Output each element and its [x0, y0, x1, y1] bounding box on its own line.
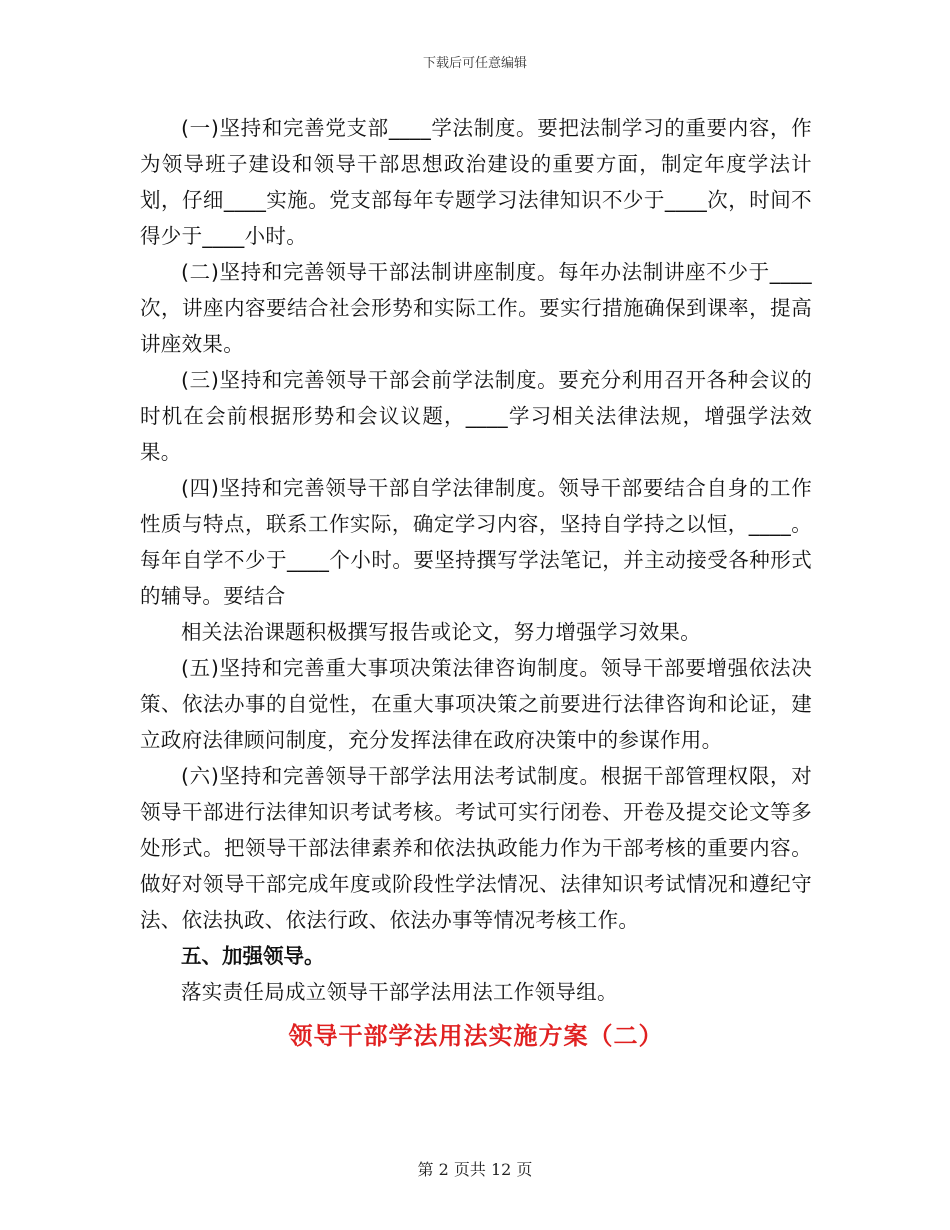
section-heading: 五、加强领导。 [181, 944, 325, 968]
paragraph-7: (六)坚持和完善领导干部学法用法考试制度。根据干部管理权限，对领导干部进行法律知识考试考核。考试可实行闭卷、开卷及提交论文等多处形式。把领导干部法律素养和依法执政能力作为干部考核的重要内容。做好对领导干部完成年度或阶段性学法情况、法律知识考试情况和遵纪守法、依法执政、依法行政、依法办事等情况考核工作。 [140, 764, 812, 932]
paragraph-4: (四)坚持和完善领导干部自学法律制度。领导干部要结合自身的工作性质与特点，联系工作实际，确定学习内容，坚持自学持之以恒，____。每年自学不少于____个小时。要坚持撰写学法笔记，并主动接受各种形式的辅导。要结合 [140, 476, 812, 608]
paragraph-2: (二)坚持和完善领导干部法制讲座制度。每年办法制讲座不少于____次，讲座内容要结合社会形势和实际工作。要实行措施确保到课率，提高讲座效果。 [140, 260, 812, 356]
document-subtitle: 领导干部学法用法实施方案（二） [288, 1022, 664, 1050]
section-text: 落实责任局成立领导干部学法用法工作领导组。 [181, 980, 618, 1004]
paragraph-5: 相关法治课题积极撰写报告或论文，努力增强学习效果。 [181, 620, 701, 644]
paragraph-1: (一)坚持和完善党支部____学法制度。要把法制学习的重要内容，作为领导班子建设和领导干部思想政治建设的重要方面，制定年度学法计划，仔细____实施。党支部每年专题学习法律知识不少于____次，时间不得少于____小时。 [140, 116, 812, 248]
page-header: 下载后可任意编辑 [422, 56, 527, 71]
page-footer: 第 2 页共 12 页 [417, 1160, 533, 1179]
document-body [140, 110, 812, 1056]
paragraph-6: (五)坚持和完善重大事项决策法律咨询制度。领导干部要增强依法决策、依法办事的自觉性，在重大事项决策之前要进行法律咨询和论证，建立政府法律顾问制度，充分发挥法律在政府决策中的参谋作用。 [140, 656, 812, 752]
paragraph-3: (三)坚持和完善领导干部会前学法制度。要充分利用召开各种会议的时机在会前根据形势和会议议题，____学习相关法律法规，增强学法效果。 [140, 368, 812, 464]
